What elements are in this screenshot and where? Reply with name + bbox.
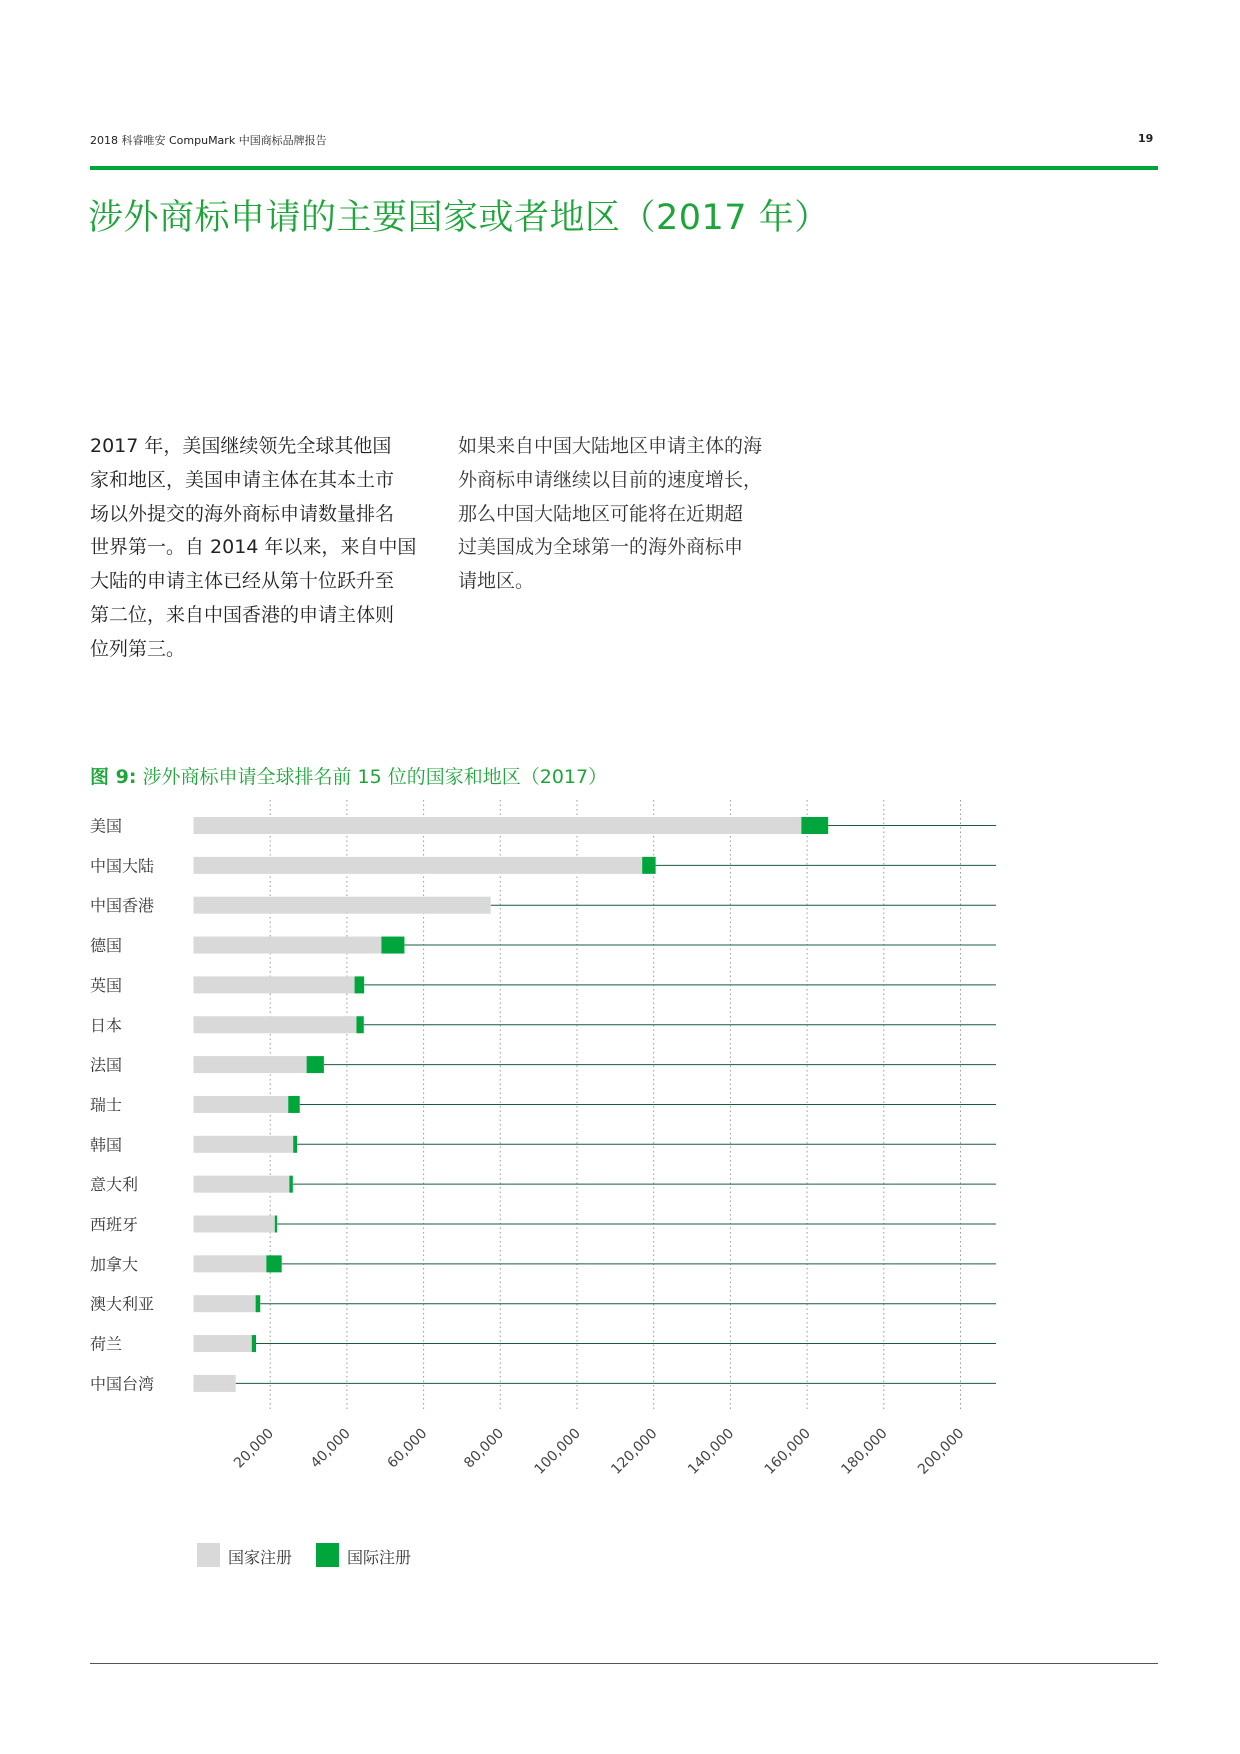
legend-swatch-international	[316, 1543, 339, 1567]
chart-bar-international	[252, 1335, 256, 1352]
chart-x-tick-label: 140,000	[684, 1425, 738, 1478]
chart-category-labels	[90, 817, 154, 1394]
chart-x-tick-label: 80,000	[461, 1425, 508, 1472]
chart-category-label: 加拿大	[90, 1254, 139, 1274]
chart-bar-international	[275, 1216, 277, 1233]
figure-caption-text: 涉外商标申请全球排名前 15 位的国家和地区（2017）	[142, 766, 608, 788]
chart-bar-international	[256, 1295, 261, 1312]
paragraph-line: 2017 年，美国继续领先全球其他国	[90, 435, 392, 457]
chart-bar-national	[194, 1056, 307, 1073]
paragraph-line: 那么中国大陆地区可能将在近期超	[458, 502, 744, 525]
chart-bar-national	[194, 976, 355, 993]
chart-bar-national	[194, 1335, 252, 1352]
chart-bar-national	[194, 1136, 294, 1153]
legend-label-national: 国家注册	[228, 1548, 293, 1567]
chart-category-label: 瑞士	[90, 1095, 123, 1115]
chart-x-tick-label: 60,000	[384, 1425, 431, 1472]
chart-x-tick-label: 200,000	[915, 1425, 968, 1478]
paragraph-line: 大陆的申请主体已经从第十位跃升至	[90, 570, 395, 593]
chart-bar-international	[293, 1136, 297, 1153]
chart-bar-international	[289, 1176, 292, 1193]
chart-category-label: 荷兰	[90, 1334, 123, 1354]
chart-category-label: 日本	[90, 1015, 123, 1035]
chart-category-label: 意大利	[90, 1175, 139, 1195]
chart-bar-national	[194, 1295, 256, 1312]
legend-swatch-national	[197, 1543, 220, 1567]
chart-bar-national	[194, 1176, 290, 1193]
chart-bar-international	[355, 976, 365, 993]
chart-bars	[194, 817, 829, 1392]
chart-bar-national	[194, 1216, 275, 1233]
chart-x-tick-label: 100,000	[531, 1425, 584, 1478]
chart-bar-national	[194, 817, 802, 834]
body-paragraph-right	[458, 430, 762, 599]
chart-category-label: 中国香港	[90, 896, 155, 916]
chart-bar-international	[801, 817, 828, 834]
figure-number: 图 9:	[90, 766, 137, 788]
chart-category-label: 澳大利亚	[90, 1294, 155, 1314]
chart-bar-international	[381, 937, 404, 954]
chart-category-label: 中国大陆	[90, 856, 155, 876]
figure-caption	[90, 762, 607, 789]
chart-row-guides	[236, 826, 996, 1384]
chart-bar-national	[194, 857, 643, 874]
chart-x-tick-labels	[231, 1426, 967, 1478]
paragraph-line: 过美国成为全球第一的海外商标申	[458, 536, 744, 559]
chart-gridlines	[270, 800, 960, 1412]
chart-category-label: 德国	[90, 936, 123, 956]
chart-category-label: 法国	[90, 1055, 123, 1075]
chart-x-tick-label: 120,000	[608, 1425, 661, 1478]
chart-bar-international	[356, 1016, 363, 1033]
report-title: 2018 科睿唯安 CompuMark 中国商标品牌报告	[90, 134, 327, 147]
page-number: 19	[1138, 132, 1154, 145]
chart-bar-international	[642, 857, 655, 874]
paragraph-line: 请地区。	[458, 570, 535, 593]
chart-bar-international	[307, 1056, 324, 1073]
chart-x-tick-label: 160,000	[761, 1425, 814, 1478]
chart-category-label: 英国	[90, 975, 123, 995]
chart-category-label: 韩国	[90, 1135, 123, 1155]
chart-bar-national	[194, 1096, 289, 1113]
chart-x-tick-label: 40,000	[307, 1425, 354, 1472]
page-title: 涉外商标申请的主要国家或者地区（2017 年）	[88, 198, 830, 238]
chart-bar-national	[194, 937, 382, 954]
chart-x-tick-label: 20,000	[231, 1425, 278, 1472]
chart-category-label: 西班牙	[90, 1215, 139, 1234]
paragraph-line: 外商标申请继续以目前的速度增长，	[458, 468, 763, 491]
legend-label-international: 国际注册	[347, 1548, 412, 1567]
chart-x-tick-label: 180,000	[838, 1425, 891, 1478]
chart-bar-national	[194, 897, 491, 914]
paragraph-line: 第二位，来自中国香港的申请主体则	[90, 603, 395, 626]
paragraph-line: 位列第三。	[90, 637, 186, 660]
chart-bar-national	[194, 1016, 357, 1033]
paragraph-line: 如果来自中国大陆地区申请主体的海	[458, 435, 763, 457]
chart-bar-international	[266, 1255, 281, 1272]
body-paragraph-left	[90, 430, 416, 667]
chart-bar-national	[194, 1255, 267, 1272]
paragraph-line: 世界第一。自 2014 年以来，来自中国	[90, 536, 417, 559]
chart-category-label: 美国	[90, 816, 123, 836]
chart-bar-national	[194, 1375, 236, 1392]
chart-bar-international	[288, 1096, 300, 1113]
header-rule	[90, 166, 1158, 170]
paragraph-line: 场以外提交的海外商标申请数量排名	[90, 502, 395, 525]
chart-category-label: 中国台湾	[90, 1374, 155, 1394]
paragraph-line: 家和地区，美国申请主体在其本土市	[90, 468, 395, 491]
footer-rule	[90, 1663, 1158, 1664]
